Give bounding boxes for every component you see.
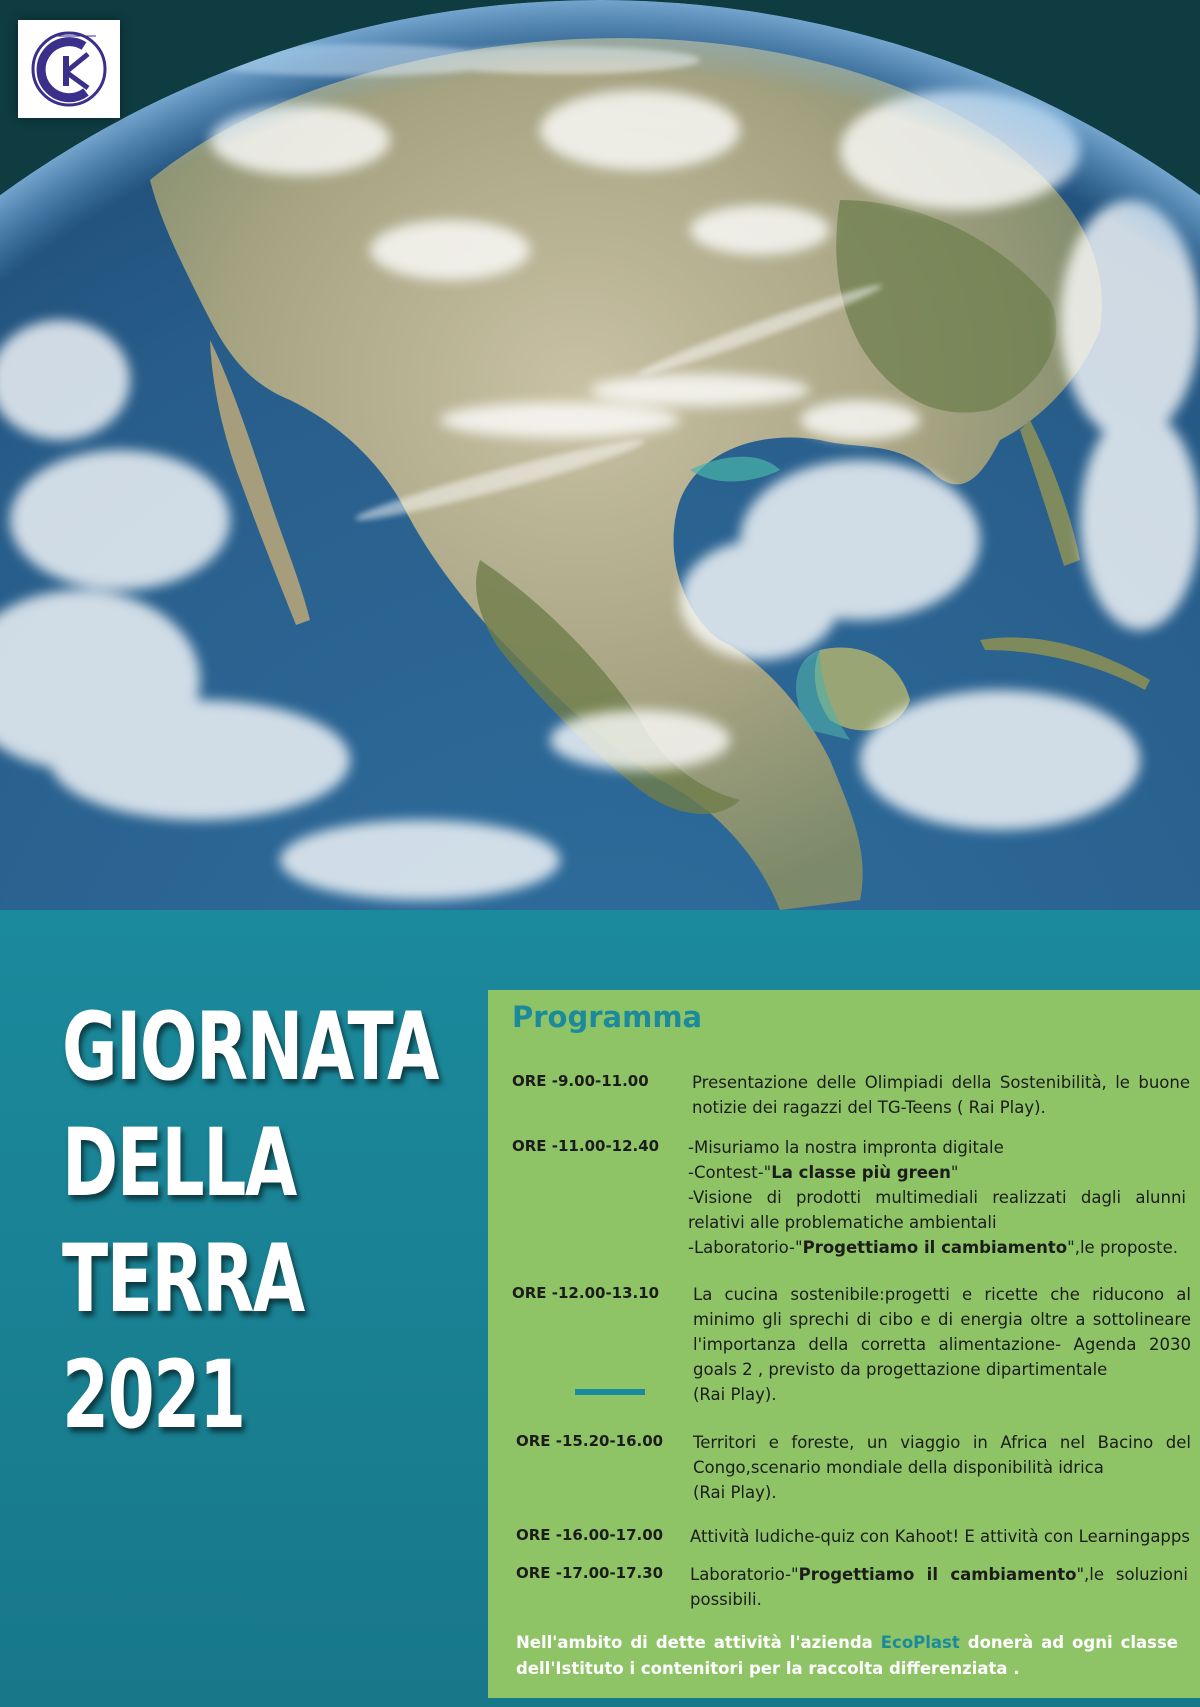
desc-line: Territori e foreste, un viaggio in Africa nel Bacino del Congo,scenario mondiale della disponibilità idrica xyxy=(693,1433,1191,1477)
title-line-3: TERRA xyxy=(62,1225,304,1334)
entry-description: Laboratorio-"Progettiamo il cambiamento",le soluzioni possibili. xyxy=(690,1565,1188,1609)
desc-line: -Laboratorio-"Progettiamo il cambiamento",le proposte. xyxy=(688,1238,1178,1257)
entry-description: Attività ludiche-quiz con Kahoot! E attività con Learningapps xyxy=(690,1527,1190,1546)
sponsor-note: Nell'ambito di dette attività l'azienda EcoPlast donerà ad ogni classe dell'Istituto i contenitori per la raccolta differenziata . xyxy=(516,1633,1178,1678)
entry-time: ORE -9.00-11.00 xyxy=(512,1072,649,1090)
desc-line: -Visione di prodotti multimediali realizzati dagli alunni relativi alle problematiche ambientali xyxy=(688,1188,1186,1232)
entry-description xyxy=(693,1282,1191,1407)
title-line-1: GIORNATA xyxy=(62,993,438,1102)
desc-line: (Rai Play). xyxy=(693,1385,777,1404)
desc-line: La cucina sostenibile:progetti e ricette che riducono al minimo gli sprechi di cibo e di energia oltre a sottolineare l'importanza della corretta alimentazione- Agenda 2030 goals 2 , previsto da progettazione dipartimentale xyxy=(693,1285,1191,1379)
school-logo xyxy=(18,20,120,118)
entry-description xyxy=(688,1135,1186,1260)
desc-line: -Contest-"La classe più green" xyxy=(688,1163,959,1182)
divider xyxy=(575,1389,645,1395)
school-logo-icon xyxy=(26,26,112,112)
entry-time: ORE -12.00-13.10 xyxy=(512,1284,660,1302)
entry-description: Presentazione delle Olimpiadi della Sostenibilità, le buone notizie dei ragazzi del TG-Teens ( Rai Play). xyxy=(692,1073,1190,1117)
desc-line: (Rai Play). xyxy=(693,1483,777,1502)
desc-line: -Misuriamo la nostra impronta digitale xyxy=(688,1138,1004,1157)
sponsor-brand: EcoPlast xyxy=(880,1633,960,1652)
event-title xyxy=(62,990,465,1454)
entry-time: ORE -16.00-17.00 xyxy=(516,1526,664,1544)
title-line-2: DELLA xyxy=(62,1109,296,1218)
entry-time: ORE -11.00-12.40 xyxy=(512,1137,660,1155)
title-line-4: 2021 xyxy=(62,1341,245,1450)
entry-time: ORE -15.20-16.00 xyxy=(516,1432,664,1450)
program-panel xyxy=(488,990,1200,1698)
program-heading: Programma xyxy=(512,1000,703,1034)
entry-time: ORE -17.00-17.30 xyxy=(516,1564,664,1582)
entry-description xyxy=(693,1430,1191,1505)
